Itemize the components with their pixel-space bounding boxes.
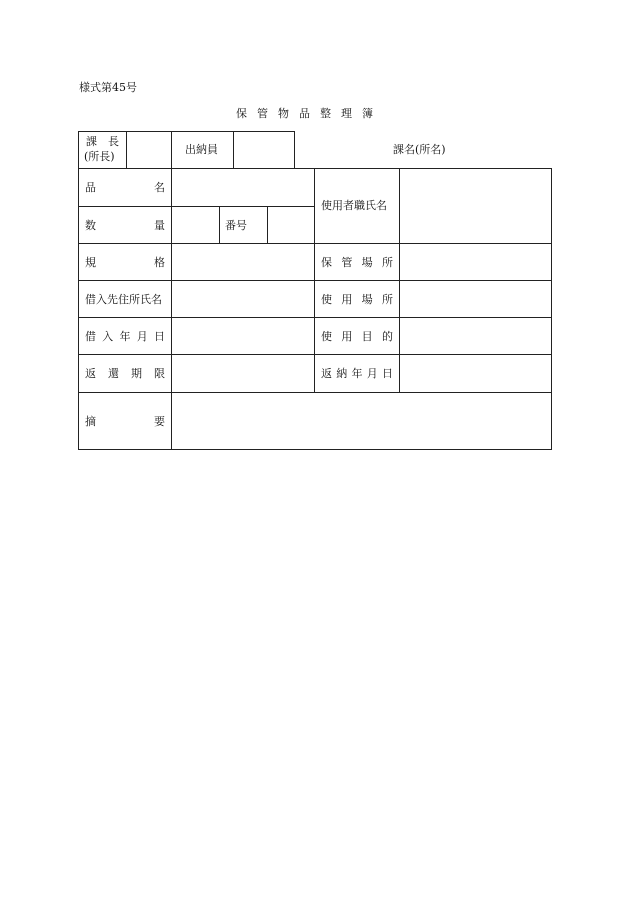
form-number: 様式第45号 <box>79 81 137 94</box>
label-borrowed-from: 借入先住所氏名 <box>85 293 162 306</box>
treasurer-label: 出納員 <box>185 143 218 156</box>
label-char: 使 <box>321 293 332 306</box>
label-return-deadline <box>85 367 165 381</box>
document-title: 保管物品整理簿 <box>236 107 383 120</box>
section-label: 課名(所名) <box>393 143 446 156</box>
label-char: 月 <box>366 367 378 380</box>
label-char: 日 <box>382 367 393 380</box>
label-char: 所 <box>381 293 393 306</box>
return-deadline-field[interactable] <box>172 355 314 392</box>
label-char: 期 <box>131 367 142 380</box>
label-specification <box>85 256 165 270</box>
label-return-date <box>321 367 393 381</box>
remarks-field[interactable] <box>172 393 551 449</box>
usage-place-field[interactable] <box>400 281 551 317</box>
borrowed-from-field[interactable] <box>172 281 314 317</box>
label-char: 規 <box>85 256 96 269</box>
usage-purpose-field[interactable] <box>400 318 551 354</box>
label-char: 還 <box>108 367 119 380</box>
label-char: 納 <box>336 367 348 380</box>
label-number: 番号 <box>225 219 247 232</box>
label-char: 返 <box>321 367 332 380</box>
borrow-date-field[interactable] <box>172 318 314 354</box>
divider <box>171 131 172 169</box>
label-char: 目 <box>361 330 373 343</box>
quantity-field[interactable] <box>172 207 219 243</box>
label-char: 月 <box>136 330 148 343</box>
label-char: 場 <box>361 256 373 269</box>
label-char: 量 <box>154 219 165 232</box>
number-field[interactable] <box>268 207 314 243</box>
return-date-field[interactable] <box>400 355 551 392</box>
label-char: 保 <box>321 256 332 269</box>
item-name-field[interactable] <box>172 169 314 206</box>
label-char: 年 <box>119 330 131 343</box>
label-user-title-name: 使用者職氏名 <box>321 199 387 212</box>
label-usage-place <box>321 293 393 307</box>
label-char: 用 <box>341 293 353 306</box>
chief-label-line1: 課 長 <box>86 135 119 148</box>
treasurer-stamp-cell[interactable] <box>234 132 294 168</box>
column-divider <box>219 206 220 243</box>
storage-place-field[interactable] <box>400 244 551 280</box>
label-char: 場 <box>361 293 373 306</box>
chief-label-line2: (所長) <box>84 150 115 163</box>
label-quantity <box>85 219 165 233</box>
label-char: 摘 <box>85 415 96 428</box>
label-char: 的 <box>381 330 393 343</box>
chief-stamp-cell[interactable] <box>127 132 171 168</box>
label-usage-purpose <box>321 330 393 344</box>
label-char: 年 <box>351 367 363 380</box>
label-char: 品 <box>85 181 96 194</box>
label-char: 限 <box>154 367 165 380</box>
label-char: 借 <box>85 330 96 343</box>
label-storage-place <box>321 256 393 270</box>
label-char: 返 <box>85 367 96 380</box>
label-char: 数 <box>85 219 96 232</box>
user-title-name-field[interactable] <box>400 169 551 243</box>
label-char: 使 <box>321 330 332 343</box>
label-char: 格 <box>154 256 165 269</box>
specification-field[interactable] <box>172 244 314 280</box>
label-char: 要 <box>154 415 165 428</box>
label-char: 名 <box>154 181 165 194</box>
label-remarks <box>85 415 165 429</box>
label-char: 入 <box>102 330 114 343</box>
label-char: 用 <box>341 330 353 343</box>
label-char: 管 <box>341 256 353 269</box>
column-divider <box>314 168 315 392</box>
label-char: 日 <box>154 330 165 343</box>
label-item-name <box>85 181 165 195</box>
label-borrow-date <box>85 330 165 344</box>
label-char: 所 <box>381 256 393 269</box>
